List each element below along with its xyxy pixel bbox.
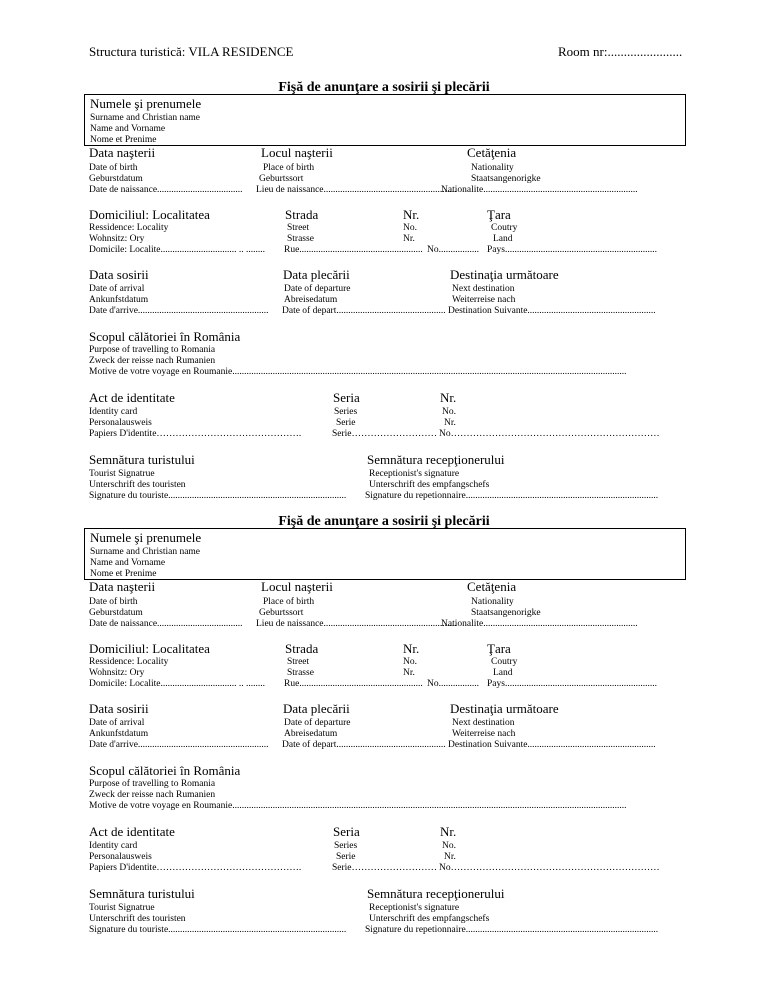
birth-place-field[interactable]: Lieu de naissance........................................................ xyxy=(256,185,457,195)
arrival-en: Date of arrival xyxy=(89,284,145,294)
birth-date-field[interactable]: Date de naissance.................................... xyxy=(89,185,243,195)
id-number-de: Nr. xyxy=(444,852,456,862)
next-destination-heading: Destinaţia următoare xyxy=(450,267,559,282)
tourist-signature-de: Unterschrift des touristen xyxy=(89,914,186,924)
tourist-signature-field[interactable]: Signature du touriste........................................................................... xyxy=(89,491,347,501)
birth-date-de: Geburstdatum xyxy=(89,174,143,184)
next-destination-de: Weiterreise nach xyxy=(452,729,516,739)
arrival-de: Ankunfstdatum xyxy=(89,729,149,739)
birth-date-de: Geburstdatum xyxy=(89,608,143,618)
receptionist-signature-de: Unterschrift des empfangschefs xyxy=(369,480,490,490)
id-number-field[interactable]: No………………………………………………………… xyxy=(439,429,660,439)
birth-date-en: Date of birth xyxy=(89,163,138,173)
tourist-signature-field[interactable]: Signature du touriste........................................................................... xyxy=(89,925,347,935)
birth-date-heading: Data naşterii xyxy=(89,579,156,594)
name-label: Numele şi prenumele xyxy=(90,96,202,111)
next-destination-field[interactable]: Destination Suivante...................................................... xyxy=(448,740,656,750)
number-heading: Nr. xyxy=(403,641,420,656)
number-field[interactable]: No................. xyxy=(427,245,479,255)
birth-place-en: Place of birth xyxy=(263,597,315,607)
street-de: Strasse xyxy=(287,668,314,678)
id-number-heading: Nr. xyxy=(440,824,457,839)
purpose-field[interactable]: Motive de votre voyage en Roumanie...................................................................................................................................................................... xyxy=(89,801,627,811)
tourist-signature-en: Tourist Signatrue xyxy=(89,903,155,913)
locality-de: Wohnsitz: Ory xyxy=(89,234,145,244)
country-field[interactable]: Pays................................................................ xyxy=(487,245,657,255)
locality-heading: Domiciliul: Localitatea xyxy=(89,641,210,656)
departure-en: Date of departure xyxy=(284,718,351,728)
birth-place-en: Place of birth xyxy=(263,163,315,173)
structure-label: Structura turistică: VILA RESIDENCE xyxy=(89,44,294,59)
birth-place-field[interactable]: Lieu de naissance........................................................ xyxy=(256,619,457,629)
departure-en: Date of departure xyxy=(284,284,351,294)
departure-de: Abreisedatum xyxy=(284,729,338,739)
identity-de: Personalausweis xyxy=(89,852,152,862)
country-de: Land xyxy=(493,668,513,678)
series-de: Serie xyxy=(336,852,356,862)
birth-place-heading: Locul naşterii xyxy=(261,145,333,160)
arrival-heading: Data sosirii xyxy=(89,267,149,282)
number-de: Nr. xyxy=(403,234,415,244)
name-line-de: Name and Vorname xyxy=(90,558,166,568)
form-title: Fişă de anunţare a sosirii şi plecării xyxy=(278,514,490,529)
nationality-de: Staatsangenorigke xyxy=(471,174,541,184)
country-en: Coutry xyxy=(491,657,518,667)
birth-place-de: Geburtssort xyxy=(259,608,304,618)
number-field[interactable]: No................. xyxy=(427,679,479,689)
arrival-field[interactable]: Date d'arrive....................................................... xyxy=(89,740,269,750)
registration-form-2 xyxy=(0,514,768,944)
next-destination-en: Next destination xyxy=(452,284,515,294)
street-en: Street xyxy=(287,223,310,233)
locality-field[interactable]: Domicile: Localite................................ .. ........ xyxy=(89,245,265,255)
departure-heading: Data plecării xyxy=(283,701,350,716)
number-de: Nr. xyxy=(403,668,415,678)
name-box[interactable] xyxy=(84,94,686,146)
id-number-heading: Nr. xyxy=(440,390,457,405)
departure-field[interactable]: Date of depart.............................................. xyxy=(282,306,446,316)
number-en: No. xyxy=(403,223,417,233)
tourist-signature-de: Unterschrift des touristen xyxy=(89,480,186,490)
next-destination-heading: Destinaţia următoare xyxy=(450,701,559,716)
receptionist-signature-en: Receptionist's signature xyxy=(369,903,460,913)
street-field[interactable]: Rue.................................................... xyxy=(284,245,423,255)
identity-de: Personalausweis xyxy=(89,418,152,428)
arrival-field[interactable]: Date d'arrive....................................................... xyxy=(89,306,269,316)
locality-heading: Domiciliul: Localitatea xyxy=(89,207,210,222)
name-line-de: Name and Vorname xyxy=(90,124,166,134)
purpose-de: Zweck der reisse nach Rumanien xyxy=(89,356,216,366)
receptionist-signature-de: Unterschrift des empfangschefs xyxy=(369,914,490,924)
street-de: Strasse xyxy=(287,234,314,244)
id-number-field[interactable]: No………………………………………………………… xyxy=(439,863,660,873)
receptionist-signature-heading: Semnătura recepţionerului xyxy=(367,886,505,901)
birth-date-en: Date of birth xyxy=(89,597,138,607)
citizenship-heading: Cetăţenia xyxy=(467,145,517,160)
nationality-en: Nationality xyxy=(471,163,514,173)
next-destination-field[interactable]: Destination Suivante...................................................... xyxy=(448,306,656,316)
purpose-field[interactable]: Motive de votre voyage en Roumanie...................................................................................................................................................................... xyxy=(89,367,627,377)
arrival-de: Ankunfstdatum xyxy=(89,295,149,305)
birth-date-heading: Data naşterii xyxy=(89,145,156,160)
locality-de: Wohnsitz: Ory xyxy=(89,668,145,678)
name-line-en: Surname and Christian name xyxy=(90,547,201,557)
street-en: Street xyxy=(287,657,310,667)
birth-place-heading: Locul naşterii xyxy=(261,579,333,594)
departure-de: Abreisedatum xyxy=(284,295,338,305)
birth-date-field[interactable]: Date de naissance.................................... xyxy=(89,619,243,629)
purpose-de: Zweck der reisse nach Rumanien xyxy=(89,790,216,800)
arrival-en: Date of arrival xyxy=(89,718,145,728)
receptionist-signature-en: Receptionist's signature xyxy=(369,469,460,479)
receptionist-signature-heading: Semnătura recepţionerului xyxy=(367,452,505,467)
nationality-de: Staatsangenorigke xyxy=(471,608,541,618)
citizenship-heading: Cetăţenia xyxy=(467,579,517,594)
tourist-signature-heading: Semnătura turistului xyxy=(89,452,195,467)
receptionist-signature-field[interactable]: Signature du repetionnaire................................................................................. xyxy=(365,491,659,501)
series-field[interactable]: Serie……………………… xyxy=(332,429,438,439)
locality-field[interactable]: Domicile: Localite................................ .. ........ xyxy=(89,679,265,689)
receptionist-signature-field[interactable]: Signature du repetionnaire................................................................................. xyxy=(365,925,659,935)
departure-field[interactable]: Date of depart.............................................. xyxy=(282,740,446,750)
departure-heading: Data plecării xyxy=(283,267,350,282)
identity-heading: Act de identitate xyxy=(89,390,175,405)
locality-en: Ressidence: Locality xyxy=(89,657,169,667)
street-heading: Strada xyxy=(285,207,319,222)
identity-en: Identity card xyxy=(89,841,138,851)
identity-field[interactable]: Papiers D'identite………………………………………. xyxy=(89,863,302,873)
next-destination-en: Next destination xyxy=(452,718,515,728)
identity-field[interactable]: Papiers D'identite………………………………………. xyxy=(89,429,302,439)
series-field[interactable]: Serie……………………… xyxy=(332,863,438,873)
purpose-en: Purpose of travelling to Romania xyxy=(89,779,216,789)
number-en: No. xyxy=(403,657,417,667)
locality-en: Ressidence: Locality xyxy=(89,223,169,233)
birth-place-de: Geburtssort xyxy=(259,174,304,184)
id-number-en: No. xyxy=(442,841,456,851)
form-title: Fişă de anunţare a sosirii şi plecării xyxy=(278,80,490,95)
nationality-en: Nationality xyxy=(471,597,514,607)
identity-en: Identity card xyxy=(89,407,138,417)
purpose-heading: Scopul călătoriei în România xyxy=(89,329,241,344)
country-field[interactable]: Pays................................................................ xyxy=(487,679,657,689)
id-number-de: Nr. xyxy=(444,418,456,428)
nationality-field[interactable]: Nationalite................................................................. xyxy=(441,185,638,195)
purpose-heading: Scopul călătoriei în România xyxy=(89,763,241,778)
country-de: Land xyxy=(493,234,513,244)
name-box[interactable] xyxy=(84,528,686,580)
tourist-signature-heading: Semnătura turistului xyxy=(89,886,195,901)
series-en: Series xyxy=(334,407,358,417)
country-heading: Ţara xyxy=(487,641,511,656)
series-en: Series xyxy=(334,841,358,851)
series-de: Serie xyxy=(336,418,356,428)
country-heading: Ţara xyxy=(487,207,511,222)
arrival-heading: Data sosirii xyxy=(89,701,149,716)
name-line-en: Surname and Christian name xyxy=(90,113,201,123)
name-line-fr: Nome et Prenime xyxy=(90,569,157,579)
name-label: Numele şi prenumele xyxy=(90,530,202,545)
country-en: Coutry xyxy=(491,223,518,233)
series-heading: Seria xyxy=(333,824,360,839)
next-destination-de: Weiterreise nach xyxy=(452,295,516,305)
name-line-fr: Nome et Prenime xyxy=(90,135,157,145)
street-field[interactable]: Rue.................................................... xyxy=(284,679,423,689)
nationality-field[interactable]: Nationalite................................................................. xyxy=(441,619,638,629)
room-number-field[interactable]: Room nr:....................... xyxy=(558,44,683,59)
purpose-en: Purpose of travelling to Romania xyxy=(89,345,216,355)
series-heading: Seria xyxy=(333,390,360,405)
identity-heading: Act de identitate xyxy=(89,824,175,839)
street-heading: Strada xyxy=(285,641,319,656)
number-heading: Nr. xyxy=(403,207,420,222)
id-number-en: No. xyxy=(442,407,456,417)
tourist-signature-en: Tourist Signatrue xyxy=(89,469,155,479)
registration-form-1 xyxy=(0,80,768,510)
